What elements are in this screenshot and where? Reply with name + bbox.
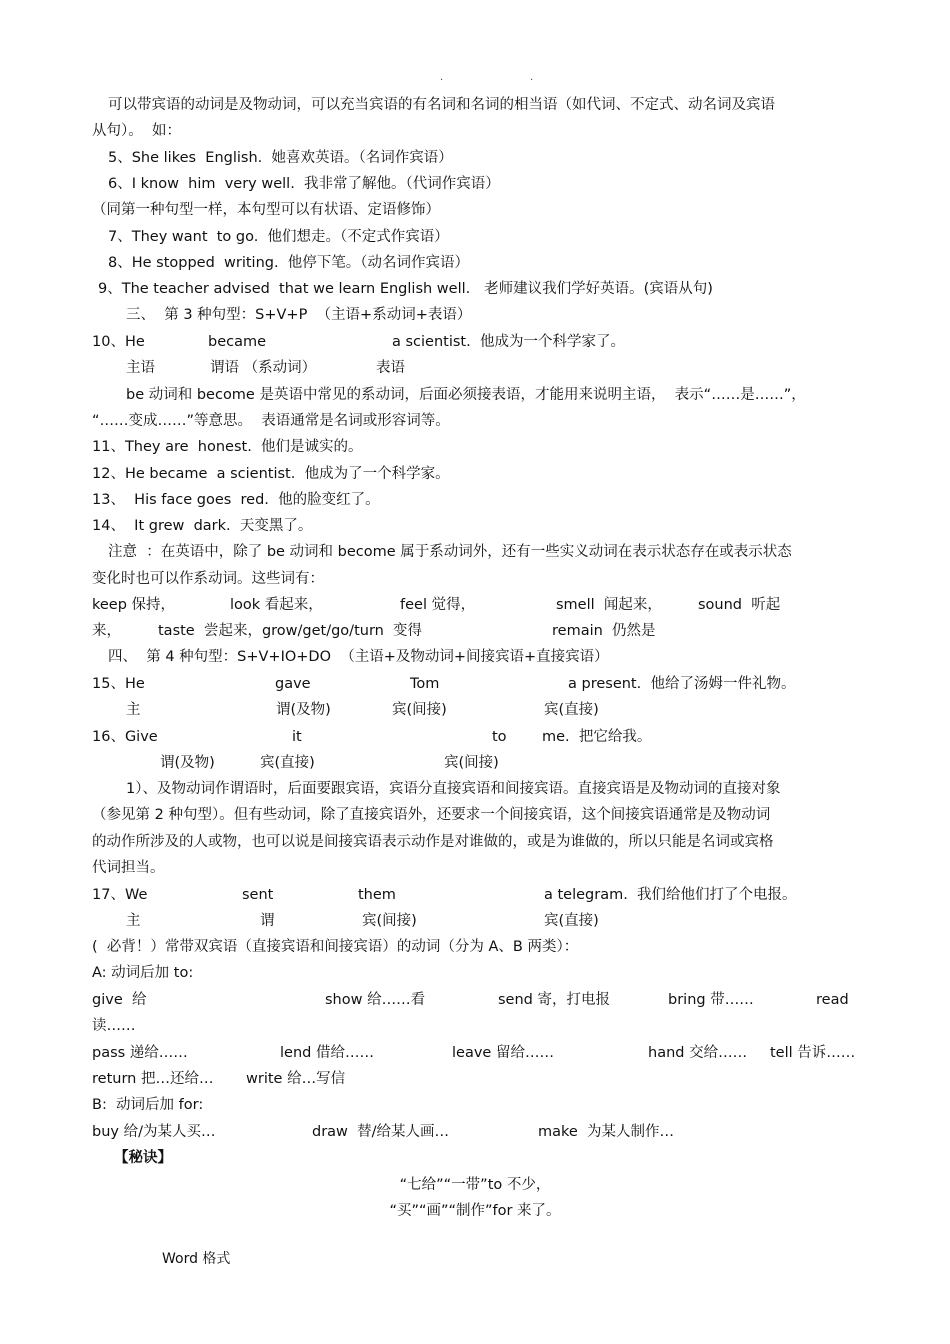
sentence-8: 8、He stopped writing. 他停下笔。（动名词作宾语） (108, 255, 470, 271)
s10-label-subject: 主语 (126, 360, 155, 376)
s16-indirect: me. 把它给我。 (542, 729, 652, 745)
s10-label-predicative: 表语 (376, 360, 405, 376)
verb-show: show 给……看 (325, 992, 426, 1008)
verb-send: send 寄，打电报 (498, 992, 610, 1008)
sentence-9: 9、The teacher advised that we learn English well. 老师建议我们学好英语。(宾语从句) (98, 281, 713, 297)
sentence-12: 12、He became a scientist. 他成为了一个科学家。 (92, 466, 450, 482)
paragraph-1-line-1: 1）、及物动词作谓语时，后面要跟宾语，宾语分直接宾语和间接宾语。直接宾语是及物动词的直接对象 (126, 781, 781, 797)
verb-return: return 把…还给… (92, 1071, 214, 1087)
must-remember-line: ( 必背！）常带双宾语（直接宾语和间接宾语）的动词（分为 A、B 两类）： (92, 939, 579, 955)
s17-verb: sent (242, 887, 274, 903)
verb-hand: hand 交给…… (648, 1045, 748, 1061)
s15-indirect: Tom (410, 676, 440, 692)
verb-pass: pass 递给…… (92, 1045, 188, 1061)
verb-make: make 为某人制作… (538, 1124, 675, 1140)
sentence-6: 6、I know him very well. 我非常了解他。（代词作宾语） (108, 176, 500, 192)
intro-line-1: 可以带宾语的动词是及物动词，可以充当宾语的有名词和名词的相当语（如代词、不定式、动名词及宾语 (108, 97, 775, 113)
group-a-title: A: 动词后加 to: (92, 965, 194, 981)
s17-label-direct: 宾(直接) (544, 913, 599, 929)
header-dot: . (530, 72, 534, 83)
verb-buy: buy 给/为某人买… (92, 1124, 216, 1140)
header-dot: . (440, 72, 444, 83)
secret-line-2: “买”“画”“制作”for 来了。 (389, 1203, 561, 1219)
link-verb-sound: sound 听起 (698, 597, 781, 613)
s10-subject: 10、He (92, 334, 145, 350)
s16-label-direct: 宾(直接) (260, 755, 315, 771)
notice-line-1: 注意 ：在英语中，除了 be 动词和 become 属于系动词外，还有一些实义动词在表示状态存在或表示状态 (108, 544, 792, 560)
s10-rest: a scientist. 他成为一个科学家了。 (392, 334, 625, 350)
s16-label-indirect: 宾(间接) (444, 755, 499, 771)
s10-label-verb: 谓语 （系动词） (210, 360, 317, 376)
notice-line-2: 变化时也可以作系动词。这些词有： (92, 571, 324, 587)
paragraph-1-line-3: 的动作所涉及的人或物，也可以说是间接宾语表示动作是对谁做的，或是为谁做的，所以只能是名词或宾格 (92, 834, 774, 850)
section-4-heading: 四、 第 4 种句型：S+V+IO+DO （主语+及物动词+间接宾语+直接宾语） (108, 649, 609, 665)
link-verb-smell: smell 闻起来， (556, 597, 662, 613)
s16-direct: it (292, 729, 302, 745)
sentence-5: 5、She likes English. 她喜欢英语。（名词作宾语） (108, 150, 453, 166)
link-verb-feel: feel 觉得， (400, 597, 476, 613)
verb-read: read (816, 992, 849, 1008)
s15-direct: a present. 他给了汤姆一件礼物。 (568, 676, 796, 692)
s15-label-subject: 主 (126, 702, 141, 718)
link-verb-look: look 看起来， (230, 597, 323, 613)
s16-label-verb: 谓(及物) (160, 755, 215, 771)
sentence-14: 14、 It grew dark. 天变黑了。 (92, 518, 313, 534)
sentence-7: 7、They want to go. 他们想走。（不定式作宾语） (108, 229, 449, 245)
be-paragraph-line-1: be 动词和 become 是英语中常见的系动词，后面必须接表语，才能用来说明主语， 表示“……是……”， (126, 387, 806, 403)
verb-write: write 给…写信 (246, 1071, 346, 1087)
paragraph-1-line-4: 代词担当。 (92, 860, 165, 876)
paragraph-1-line-2: （参见第 2 种句型）。但有些动词，除了直接宾语外，还要求一个间接宾语，这个间接宾语通常是及物动词 (92, 807, 771, 823)
intro-line-2: 从句）。 如： (92, 123, 181, 139)
verb-lend: lend 借给…… (280, 1045, 374, 1061)
verb-draw: draw 替/给某人画… (312, 1124, 450, 1140)
secret-title: 【秘诀】 (114, 1150, 172, 1166)
verb-give: give 给 (92, 992, 147, 1008)
s15-label-direct: 宾(直接) (544, 702, 599, 718)
link-verb-taste: taste 尝起来，grow/get/go/turn 变得 (158, 623, 423, 639)
be-paragraph-line-2: “……变成……”等意思。 表语通常是名词或形容词等。 (92, 413, 450, 429)
verb-tell: tell 告诉…… (770, 1045, 856, 1061)
s16-verb: 16、Give (92, 729, 158, 745)
s15-verb: gave (275, 676, 311, 692)
verb-leave: leave 留给…… (452, 1045, 554, 1061)
s15-label-indirect: 宾(间接) (392, 702, 447, 718)
note-pattern-1: （同第一种句型一样，本句型可以有状语、定语修饰） (92, 202, 440, 218)
s16-to: to (492, 729, 507, 745)
verb-read-end: 读…… (92, 1018, 136, 1034)
link-verb-sound-end: 来， (92, 623, 121, 639)
s15-label-verb: 谓(及物) (276, 702, 331, 718)
link-verb-remain: remain 仍然是 (552, 623, 656, 639)
section-3-heading: 三、 第 3 种句型：S+V+P （主语+系动词+表语） (126, 307, 472, 323)
group-b-title: B: 动词后加 for: (92, 1097, 204, 1113)
verb-bring: bring 带…… (668, 992, 754, 1008)
s17-label-verb: 谓 (260, 913, 275, 929)
secret-line-1: “七给”“一带”to 不少， (399, 1177, 551, 1193)
s15-subject: 15、He (92, 676, 145, 692)
s17-subject: 17、We (92, 887, 148, 903)
s17-label-subject: 主 (126, 913, 141, 929)
link-verb-keep: keep 保持， (92, 597, 176, 613)
footer-word-format: Word 格式 (162, 1251, 231, 1267)
s17-direct: a telegram. 我们给他们打了个电报。 (544, 887, 797, 903)
sentence-13: 13、 His face goes red. 他的脸变红了。 (92, 492, 380, 508)
s10-verb: became (208, 334, 267, 350)
sentence-11: 11、They are honest. 他们是诚实的。 (92, 439, 363, 455)
s17-label-indirect: 宾(间接) (362, 913, 417, 929)
s17-indirect: them (358, 887, 396, 903)
